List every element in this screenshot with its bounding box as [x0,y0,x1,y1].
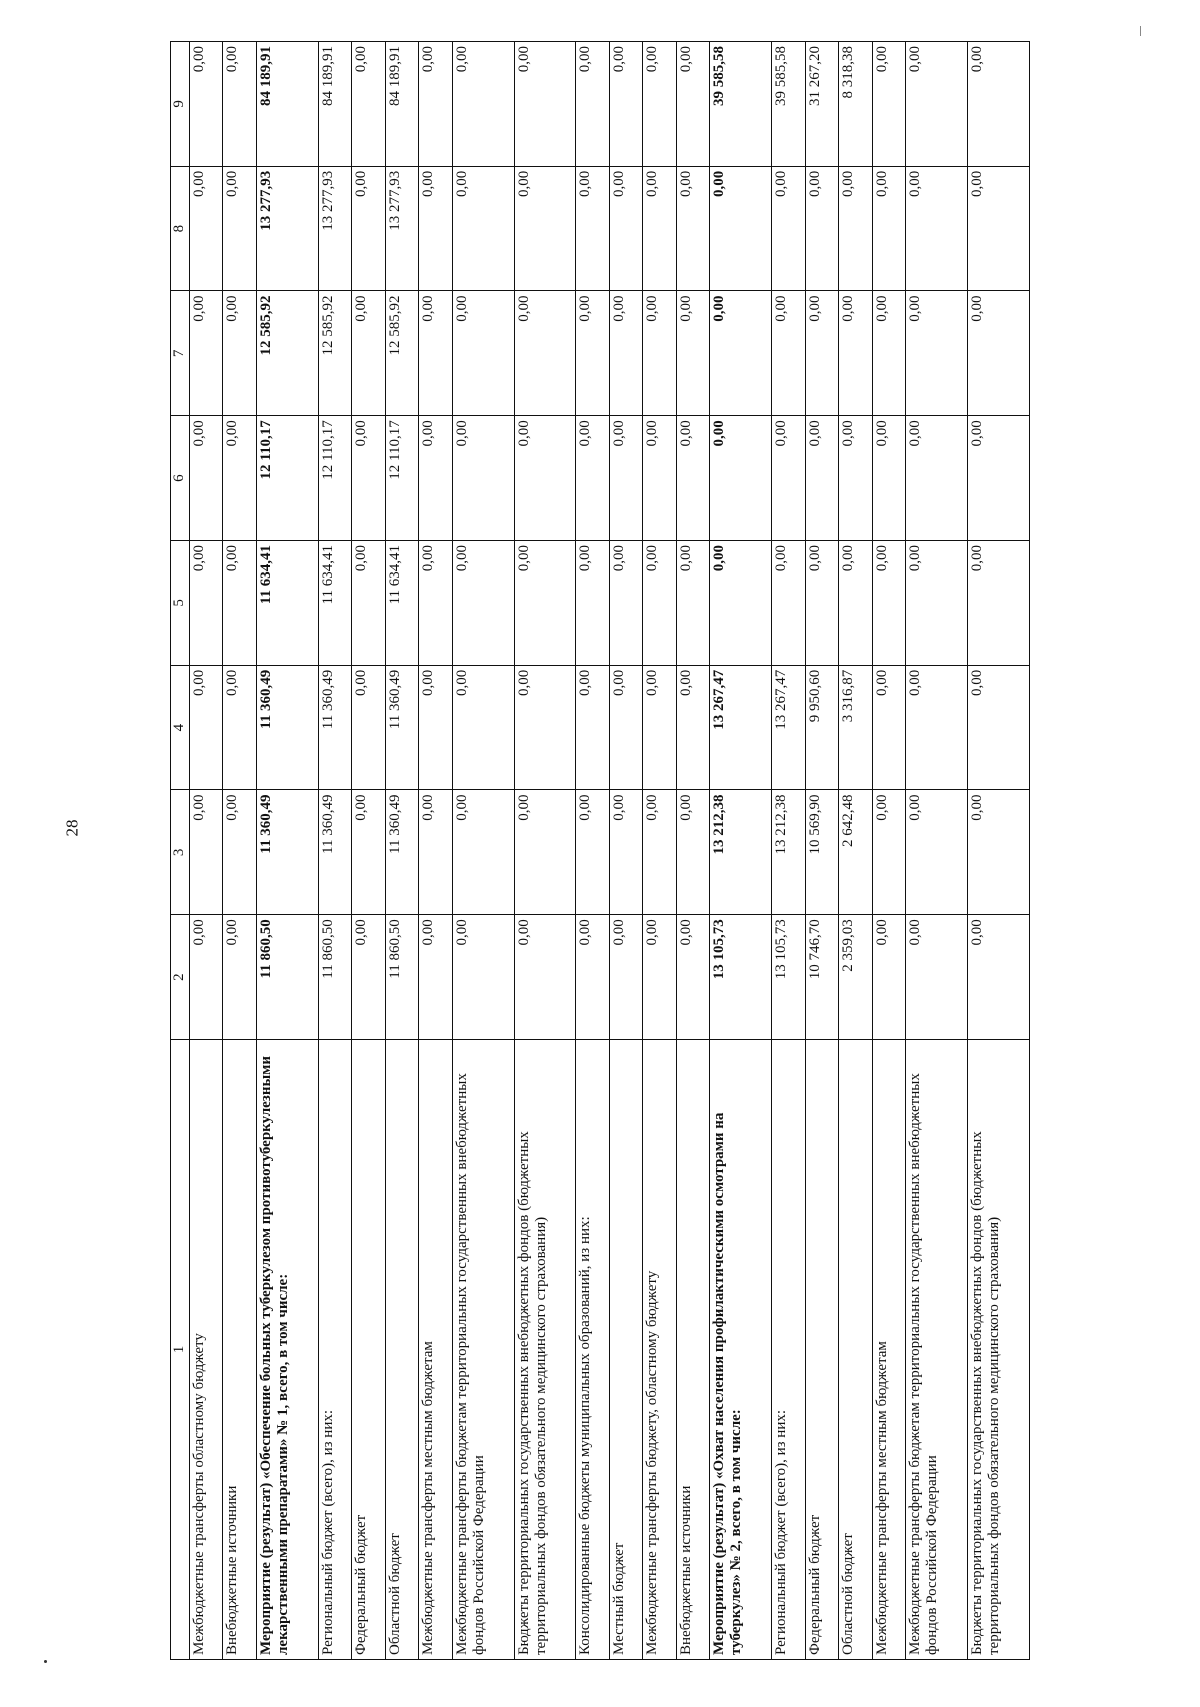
value-cell: 11 360,49 [318,790,351,915]
value-cell: 0,00 [223,915,256,1040]
value-cell: 11 360,49 [256,665,318,790]
value-cell: 0,00 [223,166,256,291]
value-cell: 0,00 [676,166,709,291]
budget-table [170,41,1030,1660]
value-cell: 0,00 [643,291,676,416]
row-label: Областной бюджет [839,1040,872,1660]
value-cell: 0,00 [609,915,642,1040]
table-row [905,42,967,1660]
value-cell: 0,00 [872,915,905,1040]
row-label: Межбюджетные трансферты местным бюджетам [419,1040,452,1660]
row-label: Федеральный бюджет [352,1040,385,1660]
value-cell: 12 110,17 [318,416,351,541]
value-cell: 0,00 [839,166,872,291]
row-label: Областной бюджет [385,1040,418,1660]
value-cell: 0,00 [452,42,514,167]
value-cell: 0,00 [872,541,905,666]
value-cell: 0,00 [967,416,1029,541]
column-header: 3 [171,790,190,915]
value-cell: 0,00 [905,790,967,915]
value-cell: 0,00 [905,42,967,167]
value-cell: 0,00 [223,291,256,416]
value-cell: 11 634,41 [385,541,418,666]
value-cell: 0,00 [223,541,256,666]
column-header: 5 [171,541,190,666]
value-cell: 2 642,48 [839,790,872,915]
row-label: Региональный бюджет (всего), из них: [318,1040,351,1660]
value-cell: 0,00 [452,166,514,291]
value-cell: 0,00 [609,166,642,291]
table-row [514,42,576,1660]
value-cell: 0,00 [609,790,642,915]
value-cell: 0,00 [352,915,385,1040]
value-cell: 10 746,70 [805,915,838,1040]
value-cell: 0,00 [905,541,967,666]
value-cell: 0,00 [905,665,967,790]
value-cell: 0,00 [676,665,709,790]
column-header: 9 [171,42,190,167]
table-row [223,42,256,1660]
table-row [872,42,905,1660]
value-cell: 0,00 [419,541,452,666]
value-cell: 0,00 [710,541,772,666]
value-cell: 9 950,60 [805,665,838,790]
row-label: Межбюджетные трансферты местным бюджетам [872,1040,905,1660]
value-cell: 0,00 [514,541,576,666]
value-cell: 0,00 [419,790,452,915]
value-cell: 0,00 [514,915,576,1040]
value-cell: 0,00 [419,915,452,1040]
value-cell: 0,00 [905,416,967,541]
value-cell: 10 569,90 [805,790,838,915]
value-cell: 0,00 [514,42,576,167]
value-cell: 31 267,20 [805,42,838,167]
value-cell: 0,00 [609,42,642,167]
value-cell: 0,00 [576,166,609,291]
value-cell: 13 212,38 [772,790,805,915]
row-label: Бюджеты территориальных государственных внебюджетных фондов (бюджетных территориальных фондов обязательного медицинского страхования) [514,1040,576,1660]
value-cell: 0,00 [805,416,838,541]
value-cell: 84 189,91 [256,42,318,167]
column-header: 7 [171,291,190,416]
value-cell: 13 277,93 [385,166,418,291]
table-row [419,42,452,1660]
value-cell: 39 585,58 [772,42,805,167]
table-row [318,42,351,1660]
value-cell: 0,00 [710,291,772,416]
value-cell: 0,00 [419,665,452,790]
value-cell: 0,00 [609,291,642,416]
value-cell: 0,00 [872,291,905,416]
value-cell: 0,00 [576,42,609,167]
value-cell: 0,00 [190,541,223,666]
value-cell: 0,00 [419,42,452,167]
rotated-table-wrapper [170,42,1030,1660]
value-cell: 0,00 [710,416,772,541]
value-cell: 11 634,41 [256,541,318,666]
value-cell: 0,00 [676,42,709,167]
value-cell: 0,00 [967,541,1029,666]
value-cell: 0,00 [905,166,967,291]
row-label: Мероприятие (результат) «Охват населения профилактическими осмотрами на туберкулез» № 2, всего, в том числе: [710,1040,772,1660]
value-cell: 0,00 [967,42,1029,167]
value-cell: 0,00 [576,416,609,541]
value-cell: 0,00 [643,541,676,666]
table-row [676,42,709,1660]
value-cell: 0,00 [643,915,676,1040]
row-label: Внебюджетные источники [223,1040,256,1660]
value-cell: 3 316,87 [839,665,872,790]
value-cell: 0,00 [223,416,256,541]
table-row [190,42,223,1660]
column-header: 4 [171,665,190,790]
value-cell: 0,00 [967,915,1029,1040]
value-cell: 0,00 [452,915,514,1040]
value-cell: 0,00 [352,416,385,541]
value-cell: 0,00 [676,915,709,1040]
value-cell: 0,00 [967,166,1029,291]
table-row [452,42,514,1660]
value-cell: 0,00 [676,291,709,416]
value-cell: 0,00 [905,915,967,1040]
row-label: Межбюджетные трансферты бюджету, областному бюджету [643,1040,676,1660]
value-cell: 0,00 [772,291,805,416]
value-cell: 12 585,92 [256,291,318,416]
row-label: Межбюджетные трансферты бюджетам территориальных государственных внебюджетных фондов Российской Федерации [905,1040,967,1660]
value-cell: 0,00 [676,416,709,541]
value-cell: 11 360,49 [385,665,418,790]
row-label: Консолидированные бюджеты муниципальных образований, из них: [576,1040,609,1660]
value-cell: 0,00 [419,166,452,291]
table-row [967,42,1029,1660]
value-cell: 0,00 [452,416,514,541]
value-cell: 0,00 [772,416,805,541]
table-row [352,42,385,1660]
value-cell: 0,00 [352,42,385,167]
value-cell: 0,00 [839,541,872,666]
table-row [609,42,642,1660]
value-cell: 0,00 [839,416,872,541]
value-cell: 0,00 [609,665,642,790]
value-cell: 0,00 [223,790,256,915]
value-cell: 0,00 [190,166,223,291]
table-row [805,42,838,1660]
value-cell: 0,00 [643,790,676,915]
value-cell: 0,00 [352,291,385,416]
value-cell: 0,00 [967,790,1029,915]
value-cell: 84 189,91 [385,42,418,167]
value-cell: 11 360,49 [256,790,318,915]
value-cell: 0,00 [190,416,223,541]
row-label: Местный бюджет [609,1040,642,1660]
value-cell: 0,00 [223,42,256,167]
value-cell: 0,00 [643,665,676,790]
value-cell: 0,00 [576,541,609,666]
value-cell: 12 585,92 [385,291,418,416]
value-cell: 0,00 [514,790,576,915]
value-cell: 0,00 [576,915,609,1040]
value-cell: 12 585,92 [318,291,351,416]
value-cell: 13 105,73 [710,915,772,1040]
value-cell: 0,00 [352,541,385,666]
value-cell: 0,00 [872,790,905,915]
value-cell: 0,00 [839,291,872,416]
row-label: Бюджеты территориальных государственных внебюджетных фондов (бюджетных территориальных фондов обязательного медицинского страхования) [967,1040,1029,1660]
value-cell: 11 860,50 [385,915,418,1040]
value-cell: 13 277,93 [318,166,351,291]
value-cell: 0,00 [805,291,838,416]
row-label: Федеральный бюджет [805,1040,838,1660]
value-cell: 0,00 [872,416,905,541]
value-cell: 0,00 [967,665,1029,790]
row-label: Межбюджетные трансферты бюджетам территориальных государственных внебюджетных фондов Российской Федерации [452,1040,514,1660]
value-cell: 0,00 [190,665,223,790]
value-cell: 0,00 [419,416,452,541]
value-cell: 0,00 [223,665,256,790]
table-row [772,42,805,1660]
value-cell: 12 110,17 [385,416,418,541]
value-cell: 39 585,58 [710,42,772,167]
value-cell: 0,00 [643,42,676,167]
column-header: 1 [171,1040,190,1660]
value-cell: 13 267,47 [772,665,805,790]
value-cell: 0,00 [352,790,385,915]
column-header: 6 [171,416,190,541]
value-cell: 11 360,49 [318,665,351,790]
value-cell: 2 359,03 [839,915,872,1040]
value-cell: 0,00 [772,541,805,666]
value-cell: 13 267,47 [710,665,772,790]
value-cell: 0,00 [514,416,576,541]
column-header: 8 [171,166,190,291]
row-label: Внебюджетные источники [676,1040,709,1660]
value-cell: 0,00 [905,291,967,416]
value-cell: 0,00 [352,665,385,790]
value-cell: 84 189,91 [318,42,351,167]
value-cell: 13 212,38 [710,790,772,915]
value-cell: 0,00 [352,166,385,291]
table-row [385,42,418,1660]
value-cell: 0,00 [872,166,905,291]
value-cell: 0,00 [805,166,838,291]
value-cell: 0,00 [710,166,772,291]
value-cell: 13 277,93 [256,166,318,291]
value-cell: 11 860,50 [256,915,318,1040]
value-cell: 0,00 [452,665,514,790]
value-cell: 0,00 [190,915,223,1040]
value-cell: 0,00 [643,416,676,541]
value-cell: 0,00 [872,665,905,790]
value-cell: 0,00 [643,166,676,291]
value-cell: 0,00 [609,541,642,666]
value-cell: 0,00 [967,291,1029,416]
value-cell: 0,00 [772,166,805,291]
value-cell: 12 110,17 [256,416,318,541]
value-cell: 0,00 [419,291,452,416]
value-cell: 0,00 [872,42,905,167]
value-cell: 11 634,41 [318,541,351,666]
value-cell: 0,00 [676,541,709,666]
table-row [256,42,318,1660]
value-cell: 8 318,38 [839,42,872,167]
table-row [839,42,872,1660]
scan-artifact [44,1660,47,1663]
value-cell: 0,00 [514,166,576,291]
row-label: Мероприятие (результат) «Обеспечение больных туберкулезом противотуберкулезными лекарственными препаратами» № 1, всего, в том числе: [256,1040,318,1660]
value-cell: 11 860,50 [318,915,351,1040]
value-cell: 0,00 [190,790,223,915]
table-row [710,42,772,1660]
value-cell: 0,00 [576,665,609,790]
value-cell: 0,00 [452,291,514,416]
value-cell: 0,00 [190,291,223,416]
value-cell: 11 360,49 [385,790,418,915]
value-cell: 0,00 [576,790,609,915]
value-cell: 0,00 [452,541,514,666]
value-cell: 0,00 [514,291,576,416]
row-label: Межбюджетные трансферты областному бюджету [190,1040,223,1660]
table-row [576,42,609,1660]
value-cell: 0,00 [576,291,609,416]
value-cell: 0,00 [805,541,838,666]
value-cell: 13 105,73 [772,915,805,1040]
value-cell: 0,00 [676,790,709,915]
column-header: 2 [171,915,190,1040]
value-cell: 0,00 [452,790,514,915]
value-cell: 0,00 [609,416,642,541]
value-cell: 0,00 [514,665,576,790]
page-number: 28 [62,819,82,837]
value-cell: 0,00 [190,42,223,167]
row-label: Региональный бюджет (всего), из них: [772,1040,805,1660]
scan-artifact [1140,26,1141,36]
table-row [643,42,676,1660]
header-row [171,42,190,1660]
